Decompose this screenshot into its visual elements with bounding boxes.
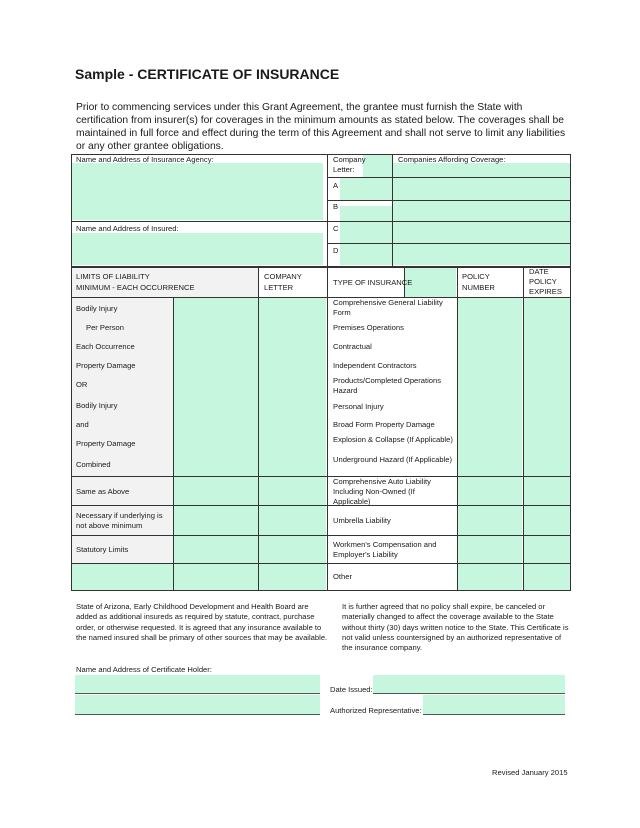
insurance-type: Underground Hazard (If Applicable) [333, 455, 453, 464]
limit-label: OR [76, 380, 88, 389]
agency-label: Name and Address of Insurance Agency: [76, 155, 214, 164]
additional-insured-note: State of Arizona, Early Childhood Development and Health Board are added as additional insureds as required by statute, contract, purchase order, or otherwise requested. It is agreed that any insurance available to the named insured shall be primary of other sources that may be available. [76, 602, 328, 642]
company-letter-label-2: Letter: [333, 165, 355, 174]
header-date-expires: DATE [529, 267, 549, 276]
company-letter-label: Company [333, 155, 366, 164]
letter-b: B [333, 202, 339, 211]
limit-label: Combined [76, 460, 111, 469]
header-date-expires-3: EXPIRES [529, 287, 562, 296]
insurance-type: Products/Completed Operations Hazard [333, 376, 442, 395]
holder-field-2[interactable] [75, 695, 320, 714]
insurance-type: Personal Injury [333, 402, 384, 411]
header-policy-number-2: NUMBER [462, 283, 495, 292]
coverage-table-frame [71, 267, 571, 591]
insured-label: Name and Address of Insured: [76, 224, 179, 233]
letter-c: C [333, 224, 339, 233]
authorized-rep-label: Authorized Representative: [330, 706, 422, 715]
letter-d: D [333, 246, 339, 255]
limit-label: Property Damage [76, 361, 136, 370]
insurance-type: Contractual [333, 342, 372, 351]
insurance-type: Broad Form Property Damage [333, 420, 435, 429]
header-company-letter: COMPANY [264, 272, 302, 281]
insurance-type: Comprehensive General Liability Form [333, 298, 443, 317]
header-company-letter-2: LETTER [264, 283, 294, 292]
limit-label: Each Occurrence [76, 342, 135, 351]
date-issued-field[interactable] [373, 675, 565, 693]
company-section-frame [71, 154, 571, 267]
row-limit: Same as Above [76, 487, 130, 496]
date-issued-label: Date Issued: [330, 685, 373, 694]
limit-label: Bodily Injury [76, 401, 118, 410]
holder-label: Name and Address of Certificate Holder: [76, 665, 212, 674]
revised-date: Revised January 2015 [492, 768, 568, 777]
row-limit: Statutory Limits [76, 545, 129, 554]
insurance-type: Independent Contractors [333, 361, 417, 370]
header-type-of-insurance: TYPE OF INSURANCE [333, 278, 413, 287]
insurance-type: Premises Operations [333, 323, 404, 332]
header-limits: LIMITS OF LIABILITY [76, 272, 150, 281]
header-limits-sub: MINIMUM - EACH OCCURRENCE [76, 283, 195, 292]
cancellation-note: It is further agreed that no policy shall expire, be canceled or materially changed to affect the coverage available to the State without thirty (30) days written notice to the State. This Certificate is not valid unless countersigned by an authorized representative of the insurance company. [342, 602, 569, 653]
row-type: Umbrella Liability [333, 516, 391, 525]
page-title: Sample - CERTIFICATE OF INSURANCE [75, 66, 340, 82]
header-date-expires-2: POLICY [529, 277, 557, 286]
authorized-rep-field[interactable] [423, 695, 565, 714]
companies-affording-label: Companies Affording Coverage: [398, 155, 506, 164]
row-type: Other [333, 572, 352, 581]
insurance-type: Explosion & Collapse (If Applicable) [333, 435, 453, 444]
row-type: Workmen's Compensation and Employer's Liability [333, 540, 437, 559]
row-limit: Necessary if underlying is not above minimum [76, 511, 163, 530]
limit-label: Per Person [86, 323, 124, 332]
header-policy-number: POLICY [462, 272, 490, 281]
limit-label: and [76, 420, 89, 429]
limit-label: Bodily Injury [76, 304, 118, 313]
intro-paragraph: Prior to commencing services under this Grant Agreement, the grantee must furnish the State with certification from insurer(s) for coverages in the minimum amounts as stated below. The coverages shall be maintained in full force and effect during the term of this Agreement and shall not serve to limit any liabilities or any other grantee obligations. [76, 102, 566, 152]
holder-field-1[interactable] [75, 675, 320, 693]
limit-label: Property Damage [76, 439, 136, 448]
letter-a: A [333, 181, 339, 190]
row-type: Comprehensive Auto Liability Including Non-Owned (If Applicable) [333, 477, 431, 506]
